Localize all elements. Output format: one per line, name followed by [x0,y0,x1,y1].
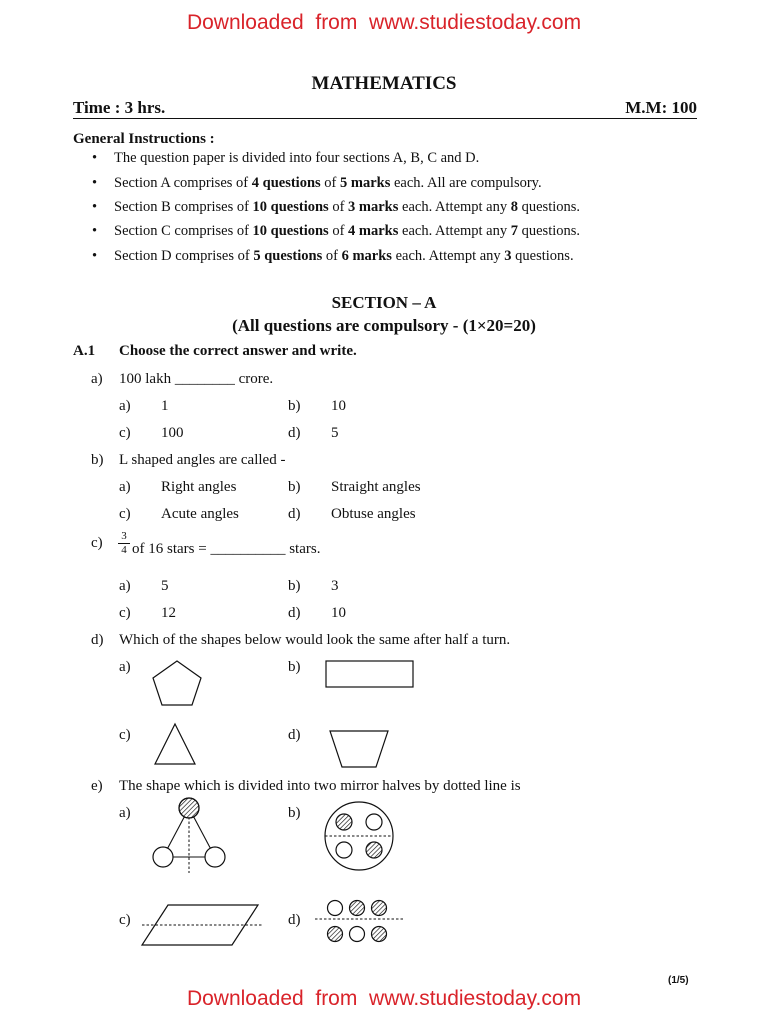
option-text: 10 [331,605,346,621]
option-label: a) [119,578,131,594]
option-label: d) [288,912,301,928]
instruction-item: • Section B comprises of 10 questions of 3 marks each. Attempt any 8 questions. [92,199,581,215]
option-label: a) [119,805,131,821]
option-label: b) [288,578,301,594]
option-label: a) [119,479,131,495]
option-label: d) [288,605,301,621]
option-text: 12 [161,605,176,621]
general-instructions-heading: General Instructions : [73,131,215,147]
max-marks-label: M.M: 100 [625,98,697,117]
question-number: A.1 [73,343,96,359]
instruction-item: • Section D comprises of 5 questions of 6 marks each. Attempt any 3 questions. [92,248,574,264]
subquestion-label: a) [91,371,103,387]
instruction-item: • Section A comprises of 4 questions of 5 marks each. All are compulsory. [92,175,542,191]
subquestion-text: Which of the shapes below would look the same after half a turn. [119,632,511,648]
subquestion-text: of 16 stars = __________ stars. [132,541,321,557]
subquestion-label: c) [91,535,103,551]
option-label: c) [119,425,131,441]
option-label: a) [119,659,131,675]
option-label: c) [119,506,131,522]
header-rule [73,118,697,119]
option-label: b) [288,479,301,495]
option-label: d) [288,506,301,522]
subquestion-label: b) [91,452,104,468]
option-text: 1 [161,398,169,414]
option-text: 3 [331,578,339,594]
option-label: c) [119,912,131,928]
pentagon-shape [150,658,206,708]
option-text: Acute angles [161,506,239,522]
option-label: a) [119,398,131,414]
circle-rows-figure [315,897,405,947]
parallelogram-figure [140,903,265,949]
section-title: SECTION – A [331,293,437,312]
option-text: Straight angles [331,479,421,495]
option-label: c) [119,605,131,621]
section-subtitle: (All questions are compulsory - (1×20=20) [232,316,536,335]
option-text: 10 [331,398,346,414]
instruction-item: • Section C comprises of 10 questions of 4 marks each. Attempt any 7 questions. [92,223,581,239]
instruction-item: • The question paper is divided into four sections A, B, C and D. [92,150,480,166]
option-text: Right angles [161,479,237,495]
option-text: 100 [161,425,184,441]
option-label: b) [288,659,301,675]
option-label: c) [119,727,131,743]
fraction-denominator: 4 [121,544,127,556]
circles-triangle-figure [150,795,228,875]
header-watermark: Downloaded from www.studiestoday.com [186,11,582,34]
option-label: b) [288,805,301,821]
option-text: 5 [331,425,339,441]
rectangle-shape [325,660,415,690]
fraction [117,530,131,557]
subquestion-label: d) [91,632,104,648]
option-label: b) [288,398,301,414]
subquestion-text: L shaped angles are called - [119,452,286,468]
fraction-numerator: 3 [121,530,127,542]
option-label: d) [288,727,301,743]
page-number: (1/5) [668,975,689,986]
subquestion-text: The shape which is divided into two mirror halves by dotted line is [119,778,521,794]
option-label: d) [288,425,301,441]
circle-with-dotted-line-figure [323,800,395,872]
subquestion-text: 100 lakh ________ crore. [119,371,274,387]
subquestion-label: e) [91,778,103,794]
option-text: Obtuse angles [331,506,416,522]
trapezium-shape [328,728,390,770]
option-text: 5 [161,578,169,594]
question-text: Choose the correct answer and write. [119,343,357,359]
triangle-shape [153,722,198,767]
footer-watermark: Downloaded from www.studiestoday.com [186,987,582,1010]
page-title: MATHEMATICS [311,73,457,94]
time-label: Time : 3 hrs. [73,98,166,117]
